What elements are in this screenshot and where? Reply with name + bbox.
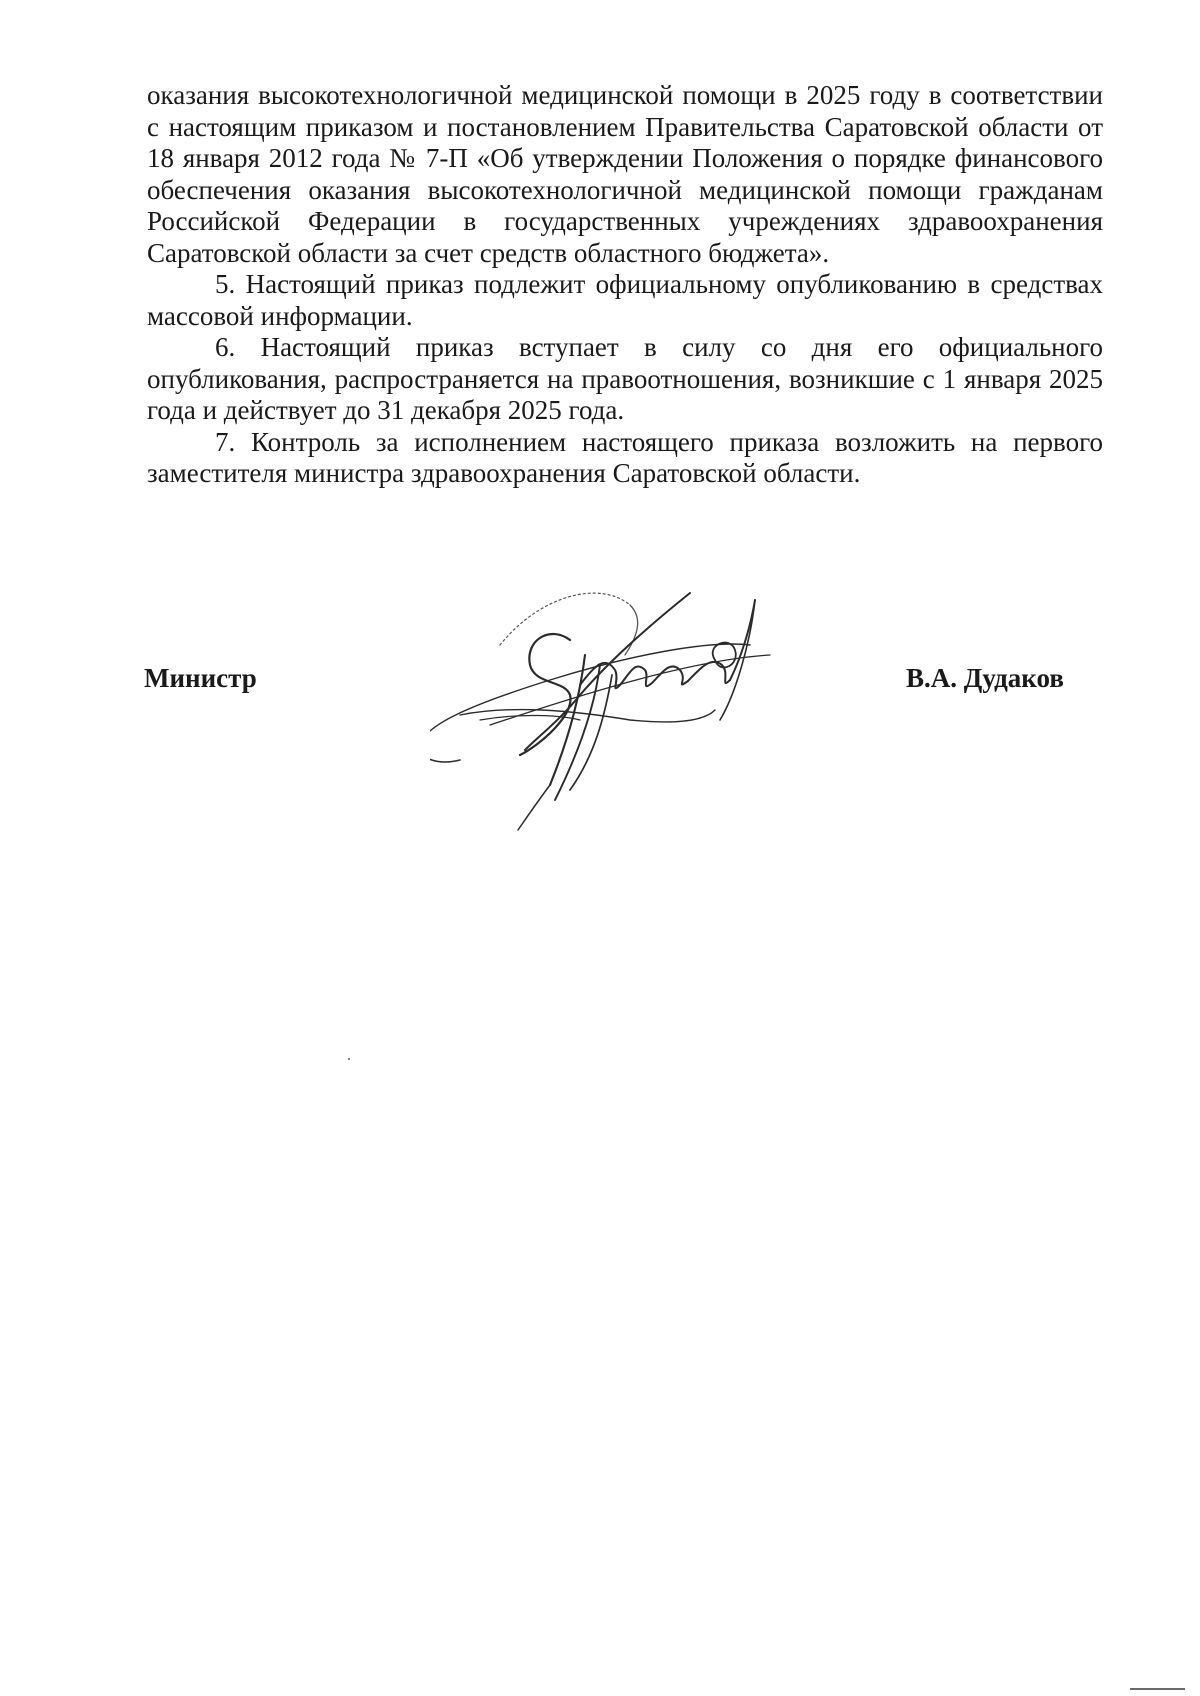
paragraph-continuation: оказания высокотехнологичной медицинской помощи в 2025 году в соответствии с настоящим приказом и постановлением Правительства Саратовской области от 18 января 2012 года № 7-П «Об утверждении Положения о порядке финансового обеспечения оказания высокотехнологичной медицинской помощи гражданам Российской Федерации в государственных учреждениях здравоохранения Саратовской области за счет средств областного бюджета». [147,80,1103,268]
signatory-name: В.А. Дудаков [906,663,1064,693]
paragraph-item-5: 5. Настоящий приказ подлежит официальному опубликованию в средствах массовой информации. [147,269,1103,331]
paragraph-item-6: 6. Настоящий приказ вступает в силу со дня его официального опубликования, распространяется на правоотношения, возникшие с 1 января 2025 года и действует до 31 декабря 2025 года. [147,332,1103,425]
handwritten-signature [430,585,840,835]
document-body [147,80,1103,490]
scan-edge-mark [1130,1688,1185,1690]
signatory-title: Министр [144,663,257,693]
scan-speck [348,1058,350,1060]
paragraph-item-7: 7. Контроль за исполнением настоящего приказа возложить на первого заместителя министра здравоохранения Саратовской области. [147,426,1103,488]
